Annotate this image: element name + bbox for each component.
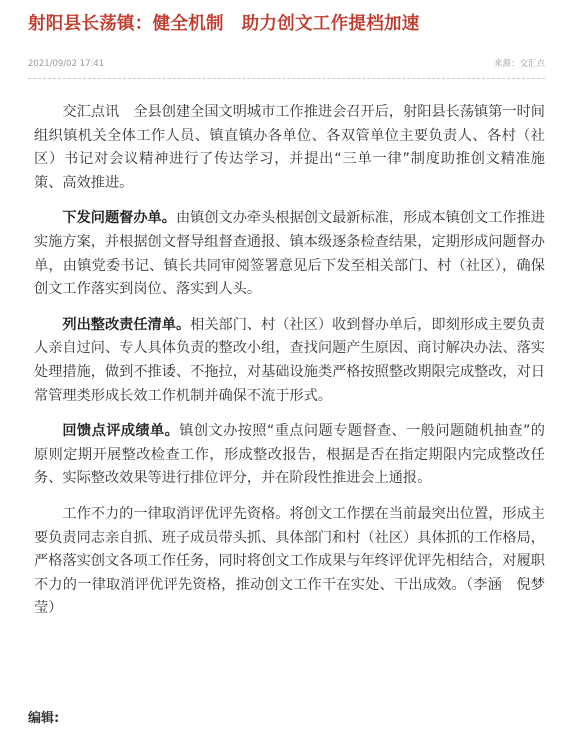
paragraph-text: 工作不力的一律取消评优评先资格。将创文工作摆在当前最突出位置，形成主要负责同志亲自抓、班子成员带头抓、具体部门和村（社区）具体抓的工作格局，严格落实创文各项工作任务，同时将创文工作成果与年终评优评先相结合，对履职不力的一律取消评优评先资格，推动创文工作干在实处、干出成效。（李涵 倪梦莹） <box>34 505 545 617</box>
paragraph-text: 相关部门、村（社区）收到督办单后，即刻形成主要负责人亲自过问、专人具体负责的整改小组，查找问题产生原因、商讨解决办法、落实处理措施，做到不推诿、不拖拉，对基础设施类严格按照整改期限完成整改，对日常管理类形成长效工作机制并确保不流于形式。 <box>34 316 545 404</box>
publish-date: 2021/09/02 17:41 <box>28 59 105 69</box>
article-paragraph <box>34 503 545 621</box>
paragraph-heading: 下发问题督办单。 <box>62 210 176 227</box>
paragraph-text: 由镇创文办牵头根据创文最新标准，形成本镇创文工作推进实施方案，并根据创文督导组督查通报、镇本级逐条检查结果，定期形成问题督办单，由镇党委书记、镇长共同审阅签署意见后下发至相关部门、村（社区），确保创文工作落实到岗位、落实到人头。 <box>34 210 545 298</box>
article-title: 射阳县长荡镇：健全机制 助力创文工作提档加速 <box>28 14 420 34</box>
article-paragraph <box>34 314 545 408</box>
article-paragraph <box>34 207 545 301</box>
paragraph-heading: 列出整改责任清单。 <box>62 316 191 333</box>
article-source: 来源：交汇点 <box>493 59 545 69</box>
editor-label: 编辑: <box>28 711 60 726</box>
article-paragraph <box>34 420 545 491</box>
article-paragraph <box>34 101 545 195</box>
paragraph-heading: 回馈点评成绩单。 <box>62 423 180 440</box>
meta-divider <box>28 78 545 79</box>
article-body <box>28 101 545 621</box>
paragraph-text: 交汇点讯 全县创建全国文明城市工作推进会召开后，射阳县长荡镇第一时间组织镇机关全体工作人员、镇直镇办各单位、各双管单位主要负责人、各村（社区）书记对会议精神进行了传达学习，并提出“三单一律”制度助推创文精准施策、高效推进。 <box>34 104 545 191</box>
paragraph-text: 镇创文办按照“重点问题专题督查、一般问题随机抽查”的原则定期开展整改检查工作，形成整改报告，根据是否在指定期限内完成整改任务、实际整改效果等进行排位评分，并在阶段性推进会上通报。 <box>34 423 545 487</box>
article-meta <box>28 57 545 71</box>
